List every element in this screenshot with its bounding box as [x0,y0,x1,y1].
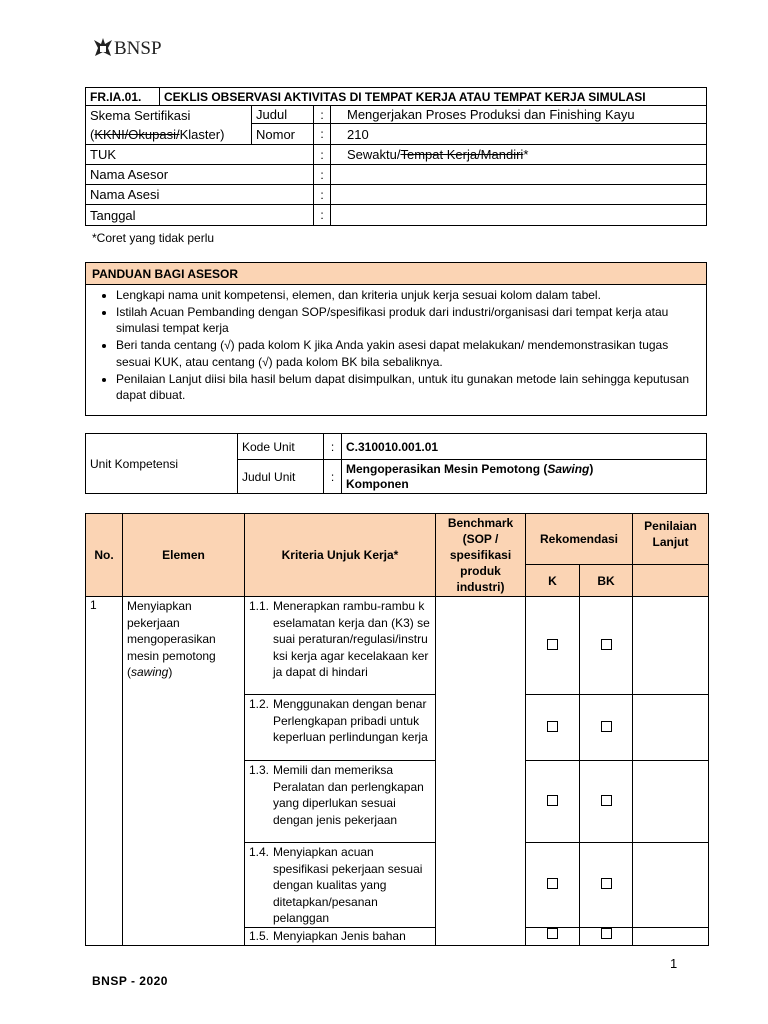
col-kuk-header: Kriteria Unjuk Kerja* [245,514,436,597]
header-table [85,87,707,226]
tuk-label: TUK [86,145,314,165]
penilaian-cell[interactable] [633,597,709,695]
form-code: FR.IA.01. [86,88,160,106]
judul-label: Judul [252,106,314,124]
panduan-body [86,285,707,416]
colon: : [314,106,331,124]
penilaian-cell[interactable] [633,695,709,761]
colon: : [314,185,331,205]
bk-checkbox[interactable] [601,878,612,889]
tanggal-value[interactable] [331,205,707,226]
kuk-item: 1.3. Memili dan memeriksa Peralatan dan perlengkapan yang diperlukan sesuai dengan jenis pekerjaan [245,761,436,843]
observation-table [85,513,709,946]
footer-org: BNSP - 2020 [92,974,168,988]
k-checkbox[interactable] [547,795,558,806]
k-cell[interactable] [526,843,580,928]
panduan-item: • Beri tanda centang (√) pada kolom K jika Anda yakin asesi dapat melakukan/ mendemonstrasikan tugas sesuai KUK, atau centang (√) pada kolom BK bila sebaliknya. [116,337,700,370]
k-checkbox[interactable] [547,928,558,939]
bk-cell[interactable] [580,843,633,928]
col-rekomendasi-header: Rekomendasi [526,514,633,565]
skema-label: Skema Sertifikasi (KKNI/Okupasi/Klaster) [86,106,252,145]
logo-text: BNSP [114,38,162,59]
k-cell[interactable] [526,597,580,695]
col-benchmark-header: Benchmark (SOP / spesifikasi produk industri) [436,514,526,597]
k-cell[interactable] [526,695,580,761]
col-penilaian-header: Penilaian Lanjut [633,514,709,565]
bk-checkbox[interactable] [601,639,612,650]
bk-checkbox[interactable] [601,795,612,806]
colon: : [314,205,331,226]
penilaian-cell[interactable] [633,927,709,945]
garuda-icon [92,36,114,60]
kode-unit-label: Kode Unit [238,434,324,460]
kuk-item: 1.4. Menyiapkan acuan spesifikasi pekerjaan sesuai dengan kualitas yang ditetapkan/pesanan pelanggan [245,843,436,928]
bk-cell[interactable] [580,927,633,945]
asesi-label: Nama Asesi [86,185,314,205]
asesi-value[interactable] [331,185,707,205]
kuk-item: 1.1. Menerapkan rambu-rambu keselamatan kerja dan (K3) sesuai peraturan/regulasi/instruksi kerja agar kecelakaan kerja dapat di hindari [245,597,436,695]
page-number: 1 [670,956,678,971]
colon: : [314,145,331,165]
panduan-item: • Penilaian Lanjut diisi bila hasil belum dapat disimpulkan, untuk itu gunakan metode lain sehingga keputusan dapat dibuat. [116,371,700,404]
k-cell[interactable] [526,761,580,843]
bk-checkbox[interactable] [601,928,612,939]
bnsp-logo [92,36,172,62]
colon: : [314,165,331,185]
panduan-table [85,262,707,416]
k-cell[interactable] [526,927,580,945]
judul-value[interactable]: Mengerjakan Proses Produksi dan Finishing Kayu [331,106,707,124]
judul-unit-label: Judul Unit [238,460,324,494]
col-k-header: K [526,565,580,597]
row-elemen: Menyiapkan pekerjaan mengoperasikan mesin pemotong (sawing) [123,597,245,946]
kuk-item: 1.5. Menyiapkan Jenis bahan [245,927,436,945]
asesor-value[interactable] [331,165,707,185]
panduan-item: • Lengkapi nama unit kompetensi, elemen, dan kriteria unjuk kerja sesuai kolom dalam tabel. [116,287,700,304]
colon: : [324,434,342,460]
unit-label: Unit Kompetensi [86,434,238,494]
kuk-item: 1.2. Menggunakan dengan benar Perlengkapan pribadi untuk keperluan perlindungan kerja [245,695,436,761]
col-penilaian-sub [633,565,709,597]
panduan-item: • Istilah Acuan Pembanding dengan SOP/spesifikasi produk dari industri/organisasi dari tempat kerja atau simulasi tempat kerja [116,304,700,337]
penilaian-cell[interactable] [633,843,709,928]
asesor-label: Nama Asesor [86,165,314,185]
judul-unit-value: Mengoperasikan Mesin Pemotong (Sawing) Komponen [342,460,707,494]
bk-cell[interactable] [580,761,633,843]
col-elemen-header: Elemen [123,514,245,597]
nomor-value[interactable]: 210 [331,124,707,145]
col-no-header: No. [86,514,123,597]
kode-unit-value: C.310010.001.01 [342,434,707,460]
benchmark-cell[interactable] [436,597,526,946]
bk-cell[interactable] [580,597,633,695]
panduan-title: PANDUAN BAGI ASESOR [86,263,707,285]
footnote: *Coret yang tidak perlu [92,231,215,245]
penilaian-cell[interactable] [633,761,709,843]
form-title: CEKLIS OBSERVASI AKTIVITAS DI TEMPAT KERJA ATAU TEMPAT KERJA SIMULASI [160,88,707,106]
tuk-value[interactable]: Sewaktu/Tempat Kerja/Mandiri* [331,145,707,165]
nomor-label: Nomor [252,124,314,145]
k-checkbox[interactable] [547,878,558,889]
bk-cell[interactable] [580,695,633,761]
colon: : [314,124,331,145]
k-checkbox[interactable] [547,639,558,650]
tanggal-label: Tanggal [86,205,314,226]
col-bk-header: BK [580,565,633,597]
bk-checkbox[interactable] [601,721,612,732]
k-checkbox[interactable] [547,721,558,732]
colon: : [324,460,342,494]
unit-table [85,433,707,494]
row-no: 1 [86,597,123,946]
